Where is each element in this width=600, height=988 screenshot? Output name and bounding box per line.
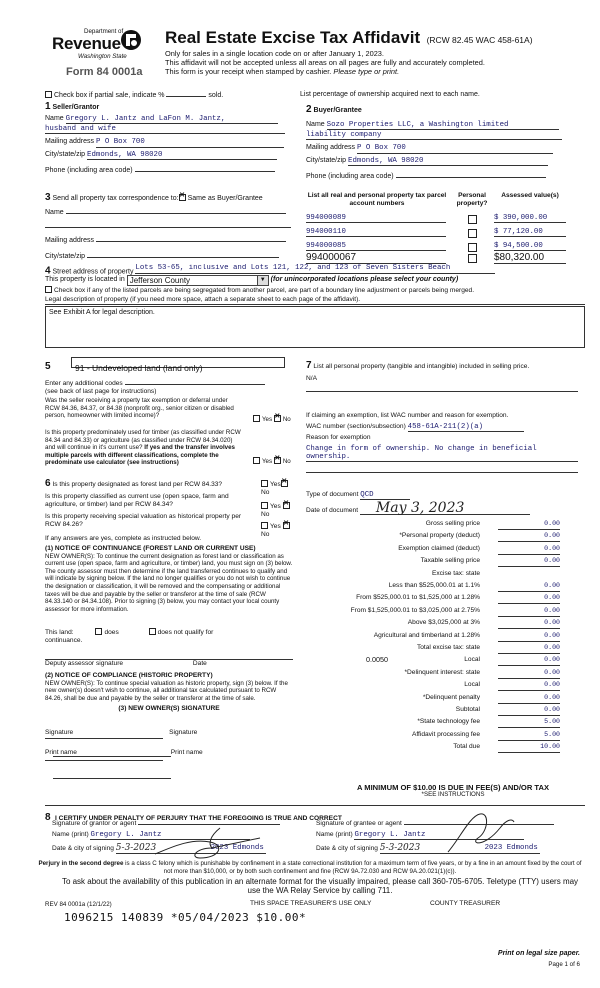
document-type-field[interactable]: QCD	[360, 491, 410, 500]
continuance-notice: (1) NOTICE OF CONTINUANCE (FOREST LAND OR CURRENT USE) NEW OWNER(S): To continue the current designation as forest land or classification as current use (open space, farm and agriculture, or timber) land, you must sign on (3) below. The county assessor must then determine if the land transferred continues to qualify and will indicate by signing below. If the land no longer qualifies or you do not wish to continue the designation or classification, it will be removed and the compensating or additional taxes will be due and payable by the seller or transferor at the time of sale (RCW 84.33.140 or 84.34.108). Prior to signing (3) below, you may contact your local county assessor for more information.	[45, 545, 293, 613]
current-use-no-checkbox[interactable]	[283, 502, 290, 509]
segregated-checkbox[interactable]	[45, 286, 52, 293]
seller-phone-field[interactable]	[135, 164, 275, 172]
chevron-down-icon[interactable]: ▼	[257, 276, 268, 285]
exemption-block: If claiming an exemption, list WAC number and reason for exemption. WAC number (section/subsection) 458-61A-211(2)(a) Reason for exemption Change in form of ownership. No change in beneficial ownership.	[306, 412, 578, 473]
answers-note: If any answers are yes, complete as instructed below.	[45, 535, 202, 542]
tax-row-value[interactable]: 0.00	[498, 680, 560, 691]
dept-name: Revenue	[52, 34, 121, 53]
tax-row-label: Local	[464, 681, 480, 689]
rev-code: REV 84 0001a (12/1/22)	[45, 901, 112, 908]
personal-property-checkbox[interactable]	[468, 243, 477, 252]
new-owner-heading: (3) NEW OWNER(S) SIGNATURE	[118, 705, 220, 712]
tax-row-value[interactable]: 0.00	[498, 593, 560, 604]
alt-format-notice: To ask about the availability of this publication in an alternate format for the visually impaired, please call 360-705-6705. Teletype (TTY) users may use the WA Relay Service by calling 711.	[61, 877, 579, 895]
tax-row-label: Excise tax: state	[431, 569, 480, 577]
tax-row-value[interactable]: 0.00	[498, 705, 560, 716]
tax-row-value[interactable]: 0.00	[498, 519, 560, 530]
parcel-col-assessed: Assessed value(s)	[501, 192, 559, 199]
tax-row-label: Gross selling price	[425, 520, 480, 527]
county-select[interactable]: Jefferson County ▼	[127, 275, 269, 286]
section5-q1: Was the seller receiving a property tax exemption or deferral under RCW 84.36, 84.37, or 84.38 (nonprofit org., senior citizen or disabled person, homeowner with limited income)? Yes ✕ No	[45, 397, 295, 429]
seller-name-field[interactable]: Gregory L. Jantz and LaFon M. Jantz,	[66, 115, 278, 125]
tax-row	[306, 705, 578, 716]
tax-row-label: Above $3,025,000 at 3%	[407, 619, 480, 627]
tax-row-value[interactable]: 0.00	[498, 544, 560, 555]
grantee-signature-scribble-icon	[440, 808, 520, 860]
parcel-row	[306, 252, 574, 264]
street-address-row: 4 Street address of property Lots 53-65, inclusive and Lots 121, 122, and 123 of Seven Sisters Beach	[45, 264, 585, 277]
parcel-assessed[interactable]: $ 77,120.00	[494, 228, 566, 237]
grantee-name-field[interactable]: Gregory L. Jantz	[354, 831, 524, 840]
tax-row	[306, 742, 578, 753]
tax-row	[306, 655, 578, 666]
correspondence-city-field[interactable]	[87, 250, 279, 258]
personal-property-checkbox[interactable]	[468, 254, 477, 263]
tax-row-value[interactable]: 0.00	[498, 618, 560, 629]
tax-row-label: *Delinquent penalty	[422, 693, 480, 701]
forest-yes-checkbox[interactable]	[261, 480, 268, 487]
tax-row-label: *State technology fee	[417, 718, 480, 726]
tax-row	[306, 643, 578, 654]
tax-row-label: From $1,525,000.01 to $3,025,000 at 2.75%	[350, 606, 480, 614]
grantee-signature-block: Signature of grantee or agent Name (print) Gregory L. Jantz Date & city of signing 5-3-2023 2023 Edmonds	[316, 818, 584, 855]
this-land-row: This land: does does not qualify for continuance.	[45, 629, 214, 644]
deputy-assessor-row: Deputy assessor signature Date	[45, 660, 207, 667]
additional-codes-field[interactable]	[125, 378, 265, 385]
tax-row-label: From $525,000.01 to $1,525,000 at 1.28%	[356, 594, 480, 602]
tax-row	[306, 581, 578, 592]
tax-row	[306, 569, 578, 580]
tax-row	[306, 606, 578, 617]
tax-row-value[interactable]: 0.00	[498, 531, 560, 542]
tax-row-label: Agricultural and timberland at 1.28%	[373, 631, 480, 639]
tax-row-label: *Delinquent interest: state	[404, 668, 480, 676]
parcel-row	[306, 242, 574, 252]
partial-sale-checkbox[interactable]	[45, 91, 52, 98]
correspondence-name-field[interactable]	[66, 206, 286, 214]
minimum-note: A MINIMUM OF $10.00 IS DUE IN FEE(S) AND/OR TAX *SEE INSTRUCTIONS	[356, 783, 550, 798]
tax-row-value[interactable]: 5.00	[498, 730, 560, 741]
land-use-code-field[interactable]: 91 - Undeveloped land (land only)	[71, 357, 285, 368]
parcel-assessed[interactable]: $ 390,000.00	[494, 214, 566, 223]
parcel-row	[306, 214, 574, 224]
q1-yes-checkbox[interactable]	[253, 415, 260, 422]
current-use-yes-checkbox[interactable]	[261, 502, 268, 509]
legal-description-box[interactable]: See Exhibit A for legal description.	[45, 306, 585, 348]
tax-row	[306, 668, 578, 679]
grantor-name-field[interactable]: Gregory L. Jantz	[90, 831, 250, 840]
parcel-col-accounts: List all real and personal property tax parcel account numbers	[307, 192, 447, 207]
personal-property-checkbox[interactable]	[468, 229, 477, 238]
tax-row-value[interactable]: 5.00	[498, 717, 560, 728]
parcel-assessed[interactable]: $80,320.00	[494, 252, 566, 264]
parcel-account[interactable]: 994000085	[306, 242, 446, 251]
grantor-signature-block: Signature of grantor or agent Name (print) Gregory L. Jantz Date & city of signing 5-3-2023 2023 Edmonds	[52, 818, 302, 855]
parcel-account[interactable]: 994000067	[306, 252, 446, 264]
county-treasurer-label: COUNTY TREASURER	[430, 900, 501, 907]
section-7: 7 List all personal property (tangible and intangible) included in selling price. N/A	[306, 362, 578, 392]
legal-description-label: Legal description of property (if you need more space, attach a separate sheet to each page of the affidavit).	[45, 296, 585, 305]
tax-row-value[interactable]: 10.00	[498, 742, 560, 753]
forest-no-checkbox[interactable]	[281, 480, 288, 487]
section6-q2: Is this property classified as current use (open space, farm and agriculture, or timber) land per RCW 84.34? Yes ✕No	[45, 493, 295, 509]
tax-row-value[interactable]: 0.00	[498, 655, 560, 666]
section-5: 5 91 - Undeveloped land (land only)	[45, 356, 295, 374]
parcel-account[interactable]: 994000089	[306, 214, 446, 223]
compliance-notice: (2) NOTICE OF COMPLIANCE (HISTORIC PROPERTY) NEW OWNER(S): To continue special valuation as historic property, sign (3) below. If the new owner(s) doesn't wish to continue, all additional tax calculated pursuant to RCW 84.26, shall be due and payable by the seller or transferor at the time of sale.	[45, 672, 288, 702]
tax-row-value[interactable]: 0.00	[498, 668, 560, 679]
tax-row	[306, 519, 578, 530]
seller-section: 1 Seller/Grantor Name Gregory L. Jantz and LaFon M. Jantz, husband and wife Mailing address P O Box 700 City/state/zip Edmonds, WA 98020 Phone (including area code)	[45, 103, 293, 176]
does-checkbox[interactable]	[95, 628, 102, 635]
dept-top: Department of	[84, 28, 124, 35]
tax-row	[306, 593, 578, 604]
seller-mailing-field[interactable]: P O Box 700	[96, 138, 284, 148]
tax-row-label: Subtotal	[455, 706, 480, 713]
tax-row	[306, 717, 578, 728]
form-title: Real Estate Excise Tax Affidavit (RCW 82.45 WAC 458-61A)	[165, 28, 533, 47]
wac-number-field[interactable]: 458-61A-211(2)(a)	[408, 423, 524, 432]
tax-row	[306, 730, 578, 741]
document-date-row: Date of document May 3, 2023	[306, 502, 530, 515]
section6-q1: 6 Is this property designated as forest land per RCW 84.33? Yes✕No	[45, 480, 295, 489]
new-owner-print-labels: Print name Print name	[45, 749, 203, 756]
grantee-date-field[interactable]: 5-3-2023 2023 Edmonds	[379, 843, 538, 853]
historic-no-checkbox[interactable]	[283, 522, 290, 529]
buyer-phone-field[interactable]	[396, 170, 546, 178]
receipt-stamp: 1096215 140839 *05/04/2023 $10.00*	[64, 911, 307, 924]
q1-no-checkbox[interactable]	[274, 415, 281, 422]
partial-sale-row: Check box if partial sale, indicate % sold.	[45, 91, 305, 101]
tax-row-label: Affidavit processing fee	[411, 730, 480, 738]
tax-row-value[interactable]: 0.00	[498, 631, 560, 642]
tax-row-label: Taxable selling price	[420, 557, 480, 565]
tax-row-label: Total due	[453, 743, 480, 751]
buyer-name-field[interactable]: Sozo Properties LLC, a Washington limited	[327, 121, 559, 131]
tax-row	[306, 693, 578, 704]
historic-yes-checkbox[interactable]	[261, 522, 268, 529]
parcel-account[interactable]: 994000110	[306, 228, 446, 237]
q2-yes-checkbox[interactable]	[253, 457, 260, 464]
revenue-logo-mark-icon	[120, 28, 142, 52]
parcel-col-personal: Personal property?	[456, 192, 488, 207]
tax-row-label: Less than $525,000.01 at 1.1%	[388, 582, 480, 589]
section6-q3: Is this property receiving special valuation as historical property per RCW 84.26? Yes ✕No	[45, 513, 295, 529]
grantor-signature-scribble-icon	[150, 818, 270, 864]
buyer-city-field[interactable]: Edmonds, WA 98020	[348, 157, 548, 167]
tax-row-label: *Personal property (deduct)	[399, 532, 480, 540]
grantor-date-field[interactable]: 5-3-2023 2023 Edmonds	[115, 843, 264, 853]
treasurer-space-label: THIS SPACE TREASURER'S USE ONLY	[250, 900, 372, 907]
correspondence-section: 3 Send all property tax correspondence to:✕ Same as Buyer/Grantee Name Mailing address City/state/zip	[45, 194, 293, 261]
header-notice: Only for sales in a single location code on or after January 1, 2023. This affidavit will not be accepted unless all areas on all pages are fully and accurately completed. This form is your receipt when stamped by cashier. Please type or print.	[165, 49, 485, 76]
tax-row	[306, 556, 578, 567]
seller-city-field[interactable]: Edmonds, WA 98020	[87, 151, 277, 161]
local-rate: 0.0050	[366, 655, 388, 665]
tax-row	[306, 531, 578, 542]
tax-row	[306, 618, 578, 629]
parcel-row	[306, 228, 574, 238]
tax-row-value[interactable]: 0.00	[498, 556, 560, 567]
form-number: Form 84 0001a	[66, 66, 143, 78]
personal-property-checkbox[interactable]	[468, 215, 477, 224]
correspondence-mailing-field[interactable]	[96, 234, 286, 242]
tax-row	[306, 680, 578, 691]
county-row: This property is located in Jefferson County ▼ (for unincorporated locations please select your county)	[45, 276, 459, 285]
buyer-section: 2 Buyer/Grantee Name Sozo Properties LLC, a Washington limited liability company Mailing address P O Box 700 City/state/zip Edmonds, WA 98020 Phone (including area code)	[306, 106, 564, 182]
same-as-buyer-checkbox[interactable]	[179, 194, 186, 201]
page-number: Page 1 of 6	[548, 961, 580, 968]
section5-q2: Is this property predominately used for timber (as classified under RCW 84.34 and 84.33) or agriculture (as classified under RCW 84.34.020) and will continue in it's current use? If yes and the transfer involves multiple parcels with different classifications, complete the predominate use calculator (see instructions) Yes ✕ No	[45, 429, 295, 471]
tax-row	[306, 544, 578, 555]
buyer-name-field-2[interactable]: liability company	[306, 131, 562, 140]
perjury-notice: Perjury in the second degree is a class C felony which is punishable by confinement in a state correctional institution for a maximum term of five years, or by a fine in an amount fixed by the court of not more than $10,000, or by both such confinement and fine (RCW 9A.72.030 and RCW 9A.20.021(1)(c)).	[38, 860, 582, 875]
seller-name-field-2[interactable]: husband and wife	[45, 125, 285, 134]
parcel-assessed[interactable]: $ 94,500.00	[494, 242, 566, 251]
dept-state: Washington State	[78, 53, 127, 60]
tax-row-value[interactable]: 0.00	[498, 606, 560, 617]
street-address-field[interactable]: Lots 53-65, inclusive and Lots 121, 122, and 123 of Seven Sisters Beach	[135, 264, 495, 274]
does-not-checkbox[interactable]	[149, 628, 156, 635]
tax-row-value[interactable]: 0.00	[498, 643, 560, 654]
tax-row-value[interactable]: 0.00	[498, 581, 560, 592]
document-type-row: Type of document QCD	[306, 491, 410, 500]
legal-paper-note: Print on legal size paper.	[497, 950, 580, 957]
tax-row-label: Local	[464, 656, 480, 664]
tax-row-label: Exemption claimed (deduct)	[398, 544, 480, 552]
document-date-field[interactable]: May 3, 2023	[360, 502, 530, 515]
tax-row-label: Total excise tax: state	[416, 644, 480, 651]
q2-no-checkbox[interactable]	[274, 457, 281, 464]
exemption-reason-field[interactable]: Change in form of ownership. No change in beneficial ownership.	[306, 445, 578, 462]
ownership-note: List percentage of ownership acquired next to each name.	[300, 91, 480, 98]
tax-row-value[interactable]: 0.00	[498, 693, 560, 704]
additional-codes: Enter any additional codes (see back of last page for instructions)	[45, 378, 295, 396]
perjury-certify-heading: 8 I CERTIFY UNDER PENALTY OF PERJURY THAT THE FOREGOING IS TRUE AND CORRECT	[45, 805, 585, 825]
tax-row	[306, 631, 578, 642]
segregated-row: Check box if any of the listed parcels are being segregated from another parcel, are part of a boundary line adjustment or parcels being merged.	[45, 286, 585, 295]
new-owner-signature-labels: Signature Signature	[45, 729, 198, 736]
buyer-mailing-field[interactable]: P O Box 700	[357, 144, 553, 154]
